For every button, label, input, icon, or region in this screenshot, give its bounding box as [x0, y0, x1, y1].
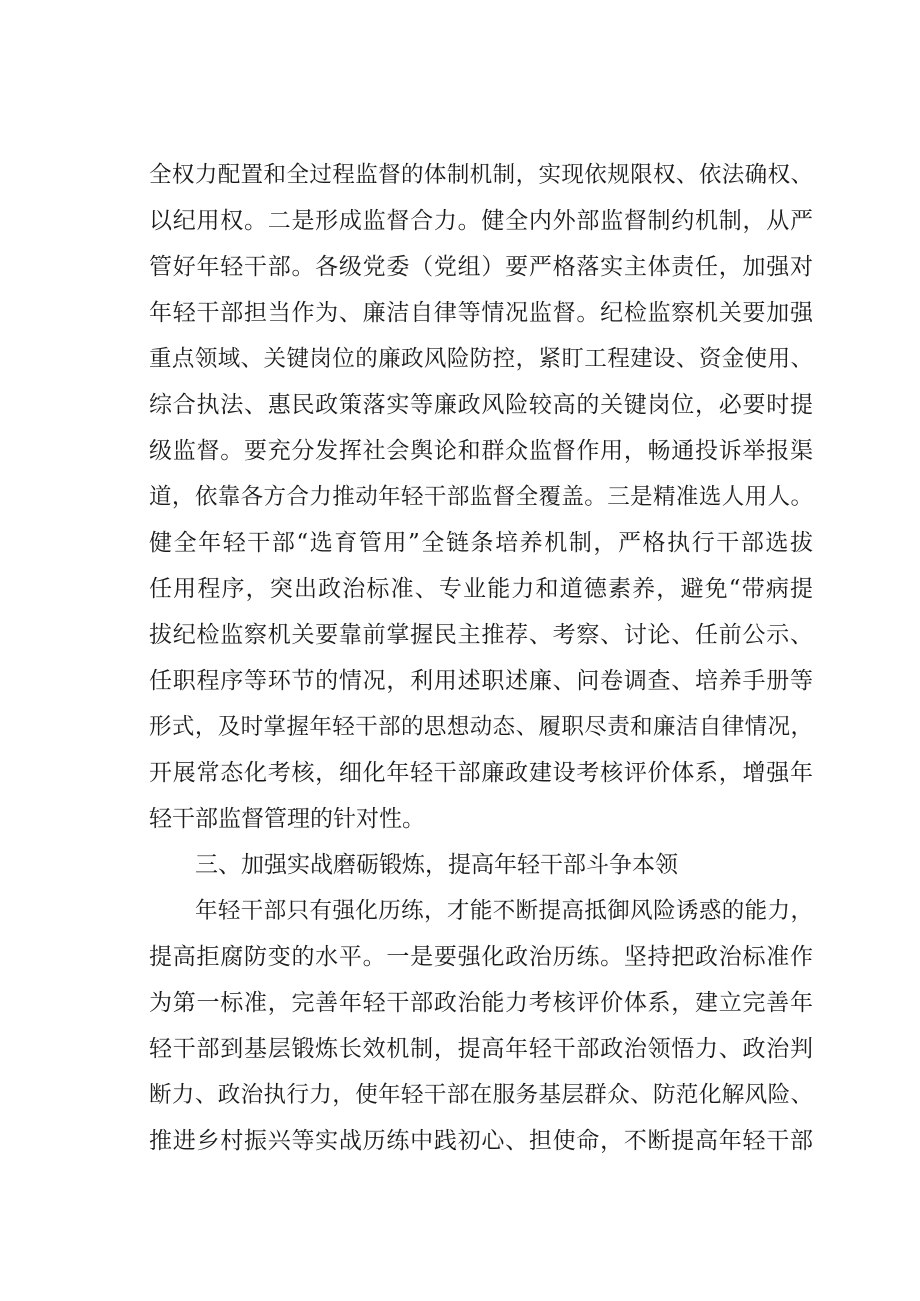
paragraph-line: 综合执法、惠民政策落实等廉政风险较高的关键岗位，必要时提: [149, 392, 813, 418]
paragraph-line: 断力、政治执行力，使年轻干部在服务基层群众、防范化解风险、: [149, 1082, 813, 1108]
paragraph-line: 以纪用权。二是形成监督合力。健全内外部监督制约机制，从严: [149, 208, 813, 234]
paragraph-1: [149, 152, 813, 842]
paragraph-line: 健全年轻干部“选育管用”全链条培养机制，严格执行干部选拔: [149, 530, 813, 556]
paragraph-line: 管好年轻干部。各级党委（党组）要严格落实主体责任，加强对: [149, 254, 813, 280]
paragraph-2: [149, 888, 813, 1164]
document-body: [149, 152, 813, 1164]
paragraph-line: 年轻干部只有强化历练，才能不断提高抵御风险诱惑的能力，: [195, 898, 813, 924]
paragraph-line: 任用程序，突出政治标准、专业能力和道德素养，避免“带病提: [149, 576, 813, 602]
paragraph-line: 轻干部监督管理的针对性。: [149, 806, 425, 832]
paragraph-line: 提高拒腐防变的水平。一是要强化政治历练。坚持把政治标准作: [149, 944, 813, 970]
paragraph-line: 拔纪检监察机关要靠前掌握民主推荐、考察、讨论、任前公示、: [149, 622, 813, 648]
paragraph-line: 道，依靠各方合力推动年轻干部监督全覆盖。三是精准选人用人。: [149, 484, 813, 510]
paragraph-line: 级监督。要充分发挥社会舆论和群众监督作用，畅通投诉举报渠: [149, 438, 813, 464]
section-heading: 三、加强实战磨砺锻炼，提高年轻干部斗争本领: [195, 852, 678, 878]
paragraph-line: 轻干部到基层锻炼长效机制，提高年轻干部政治领悟力、政治判: [149, 1036, 813, 1062]
paragraph-line: 推进乡村振兴等实战历练中践初心、担使命，不断提高年轻干部: [149, 1128, 813, 1154]
paragraph-line: 形式，及时掌握年轻干部的思想动态、履职尽责和廉洁自律情况，: [149, 714, 813, 740]
paragraph-line: 为第一标准，完善年轻干部政治能力考核评价体系，建立完善年: [149, 990, 813, 1016]
paragraph-line: 开展常态化考核，细化年轻干部廉政建设考核评价体系，增强年: [149, 760, 813, 786]
paragraph-line: 任职程序等环节的情况，利用述职述廉、问卷调查、培养手册等: [149, 668, 813, 694]
paragraph-line: 全权力配置和全过程监督的体制机制，实现依规限权、依法确权、: [149, 162, 813, 188]
paragraph-line: 年轻干部担当作为、廉洁自律等情况监督。纪检监察机关要加强: [149, 300, 813, 326]
paragraph-line: 重点领域、关键岗位的廉政风险防控，紧盯工程建设、资金使用、: [149, 346, 813, 372]
